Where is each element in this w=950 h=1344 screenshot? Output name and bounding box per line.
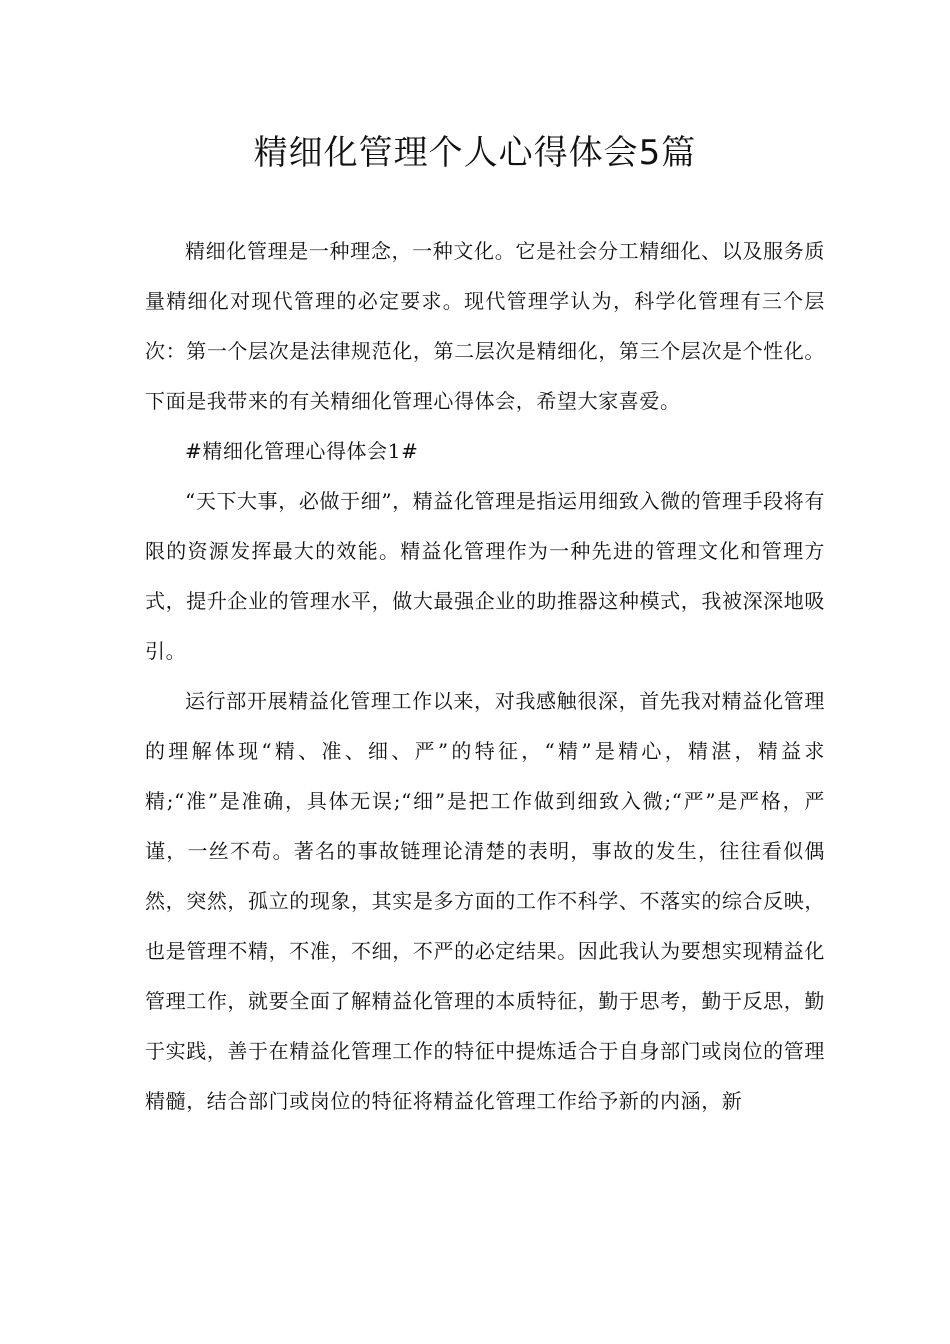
page-title: 精细化管理个人心得体会5篇	[253, 133, 697, 173]
intro-paragraph: 精细化管理是一种理念，一种文化。它是社会分工精细化、以及服务质量精细化对现代管理的必定要求。现代管理学认为，科学化管理有三个层次：第一个层次是法律规范化，第二层次是精细化，第三个层次是个性化。下面是我带来的有关精细化管理心得体会，希望大家喜爱。	[145, 239, 825, 413]
document-body	[145, 226, 825, 1126]
body-paragraph: “天下大事，必做于细”，精益化管理是指运用细致入微的管理手段将有限的资源发挥最大的效能。精益化管理作为一种先进的管理文化和管理方式，提升企业的管理水平，做大最强企业的助推器这种模式，我被深深地吸引。	[145, 489, 825, 663]
body-paragraph: 运行部开展精益化管理工作以来，对我感触很深，首先我对精益化管理的理解体现“精、准、细、严”的特征，“精”是精心，精湛，精益求精;“准”是准确，具体无误;“细”是把工作做到细致入微;“严”是严格，严谨，一丝不苟。著名的事故链理论清楚的表明，事故的发生，往往看似偶然，突然，孤立的现象，其实是多方面的工作不科学、不落实的综合反映，也是管理不精，不准，不细，不严的必定结果。因此我认为要想实现精益化管理工作，就要全面了解精益化管理的本质特征，勤于思考，勤于反思，勤于实践，善于在精益化管理工作的特征中提炼适合于自身部门或岗位的管理精髓，结合部门或岗位的特征将精益化管理工作给予新的内涵，新	[145, 689, 825, 1113]
section-heading: #精细化管理心得体会1#	[185, 439, 419, 463]
